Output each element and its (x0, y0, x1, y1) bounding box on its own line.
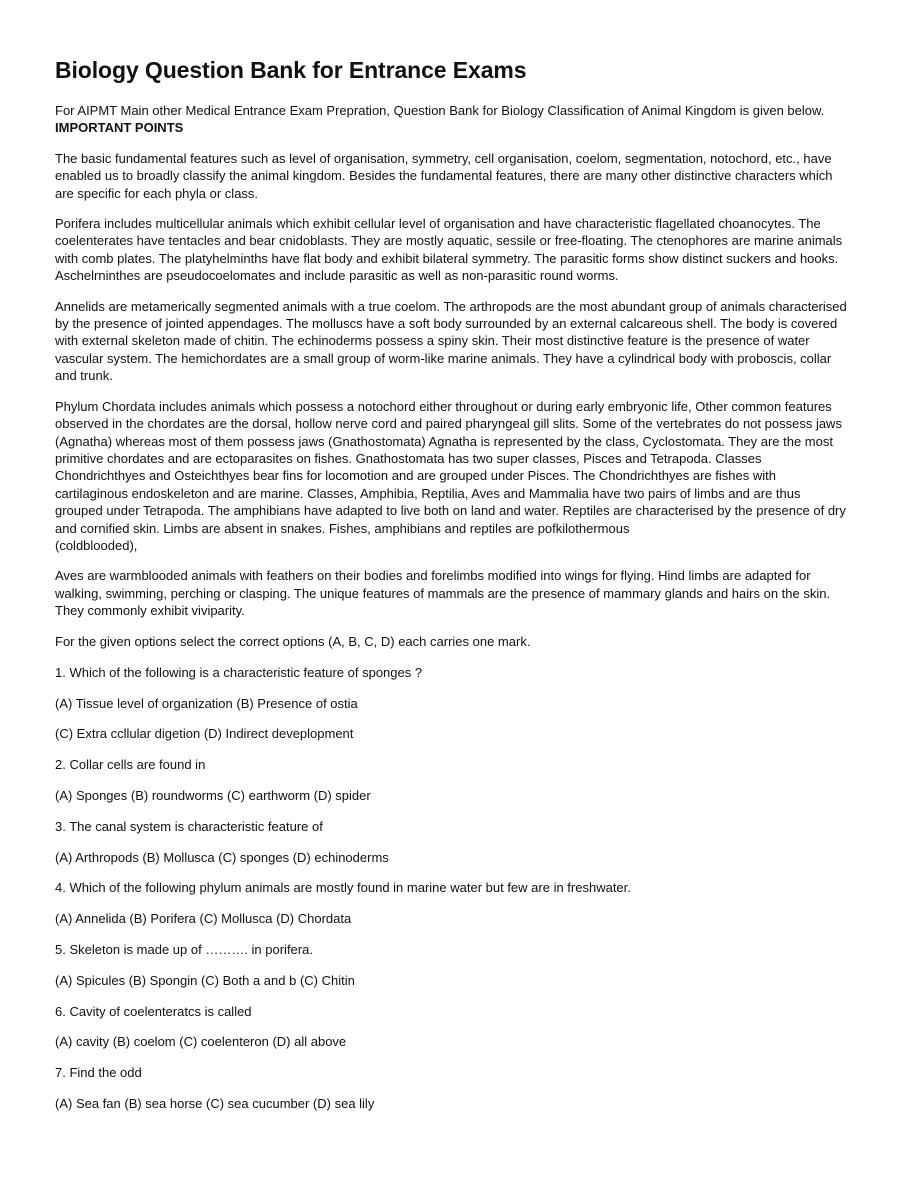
paragraph: Aves are warmblooded animals with feathers on their bodies and forelimbs modified into wings for flying. Hind limbs are adapted for walking, swimming, perching or clasping. The unique features of mammals are the presence of mammary glands and hairs on the skin. They commonly exhibit viviparity. (55, 568, 831, 619)
option-line: (A) Tissue level of organization (B) Presence of ostia (55, 695, 358, 711)
paragraph: (coldblooded), (55, 537, 138, 553)
question-line: 7. Find the odd (55, 1065, 142, 1081)
option-line: (A) Sea fan (B) sea horse (C) sea cucumber (D) sea lily (55, 1095, 375, 1111)
question-line: 2. Collar cells are found in (55, 757, 206, 773)
question-line: 6. Cavity of coelenteratcs is called (55, 1003, 252, 1019)
question-line: 5. Skeleton is made up of ………. in porifera. (55, 941, 313, 957)
paragraph: Annelids are metamerically segmented animals with a true coelom. The arthropods are the most abundant group of animals characterised by the presence of jointed appendages. The molluscs have a soft body surrounded by an external calcareous shell. The body is covered with external skeleton made of chitin. The echinoderms possess a spiny skin. Their most distinctive feature is the presence of water vascular system. The hemichordates are a small group of worm-like marine animals. They have a cylindrical body with proboscis, collar and trunk. (55, 298, 847, 384)
question-line: 3. The canal system is characteristic feature of (55, 818, 323, 834)
option-line: (A) Sponges (B) roundworms (C) earthworm (D) spider (55, 787, 371, 803)
paragraph: The basic fundamental features such as level of organisation, symmetry, cell organisation, coelom, segmentation, notochord, etc., have enabled us to broadly classify the animal kingdom. Besides the fundamental features, there are many other distinctive characters which are specific for each phyla or class. (55, 150, 833, 201)
paragraph: Porifera includes multicellular animals which exhibit cellular level of organisation and have characteristic flagellated choanocytes. The coelenterates have tentacles and bear cnidoblasts. They are mostly aquatic, sessile or free-floating. The ctenophores are marine animals with comb plates. The platyhelminths have flat body and exhibit bilateral symmetry. The parasitic forms show distinct suckers and hooks. Aschelrninthes are pseudocoelomates and include parasitic as well as non-parasitic round worms. (55, 216, 843, 284)
option-line: (A) cavity (B) coelom (C) coelenteron (D) all above (55, 1034, 347, 1050)
question-line: 1. Which of the following is a characteristic feature of sponges ? (55, 664, 423, 680)
option-line: (A) Spicules (B) Spongin (C) Both a and b (C) Chitin (55, 972, 355, 988)
intro-text: For AIPMT Main other Medical Entrance Exam Prepration, Question Bank for Biology Classification of Animal Kingdom is given below. (55, 103, 825, 118)
option-line: (C) Extra ccllular digetion (D) Indirect deveplopment (55, 726, 354, 742)
document-page (55, 52, 850, 1112)
question-line: 4. Which of the following phylum animals are mostly found in marine water but few are in freshwater. (55, 880, 631, 896)
page-title: Biology Question Bank for Entrance Exams (55, 57, 527, 83)
instruction-text: For the given options select the correct options (A, B, C, D) each carries one mark. (55, 633, 531, 649)
option-line: (A) Arthropods (B) Mollusca (C) sponges (D) echinoderms (55, 849, 389, 865)
important-points-heading: IMPORTANT POINTS (55, 120, 184, 136)
option-line: (A) Annelida (B) Porifera (C) Mollusca (D) Chordata (55, 911, 352, 927)
paragraph: Phylum Chordata includes animals which possess a notochord either throughout or during early embryonic life, Other common features observed in the chordates are the dorsal, hollow nerve cord and paired pharyngeal gill slits. Some of the vertebrates do not possess jaws (Agnatha) whereas most of them possess jaws (Gnathostomata) Agnatha is represented by the class, Cyclostomata. They are the most primitive chordates and are ectoparasites on fishes. Gnathostomata has two super classes, Pisces and Tetrapoda. Classes Chondrichthyes and Osteichthyes bear fins for locomotion and are grouped under Pisces. The Chondrichthyes are fishes with cartilaginous endoskeleton and are marine. Classes, Amphibia, Reptilia, Aves and Mammalia have two pairs of limbs and are thus grouped under Tetrapoda. The amphibians have adapted to live both on land and water. Reptiles are characterised by the presence of dry and cornified skin. Limbs are absent in snakes. Fishes, amphibians and reptiles are pofkilothermous (55, 398, 846, 536)
question-list (55, 633, 850, 1112)
